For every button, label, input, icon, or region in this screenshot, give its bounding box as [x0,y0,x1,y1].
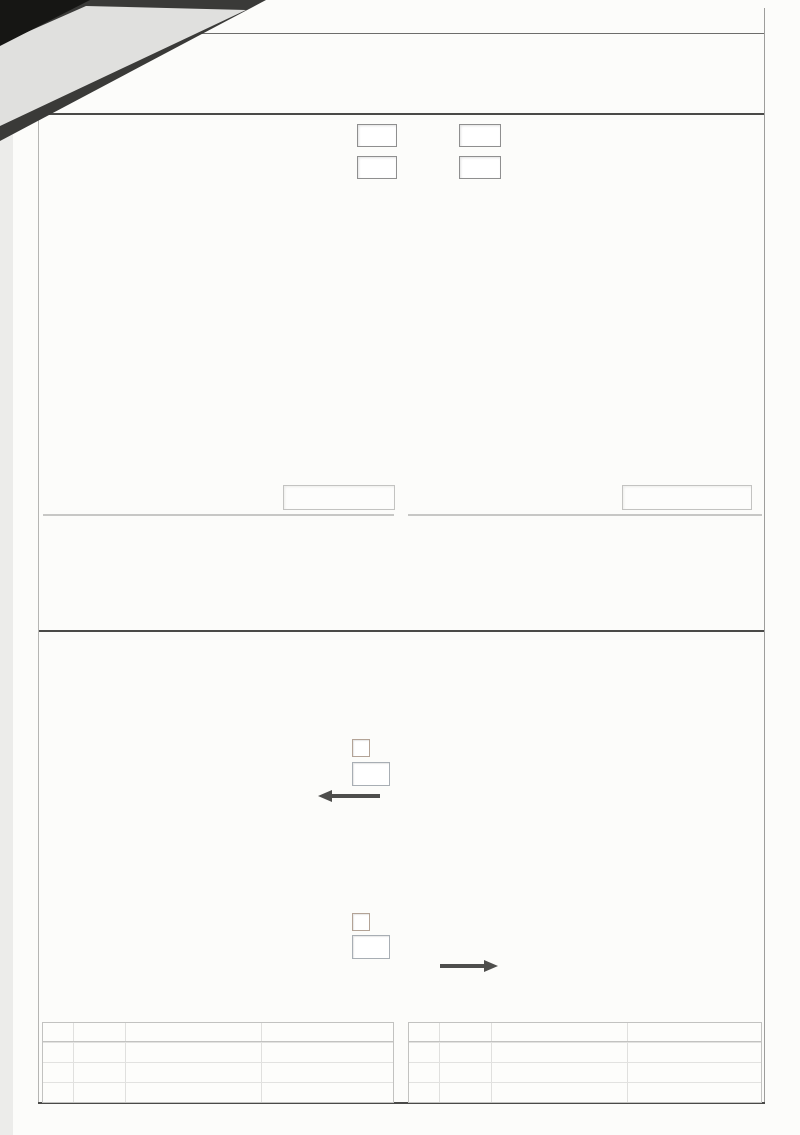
stoergeraeusch-field-right[interactable] [352,762,390,786]
table-row [43,1062,393,1082]
left-frame-line [38,33,39,1102]
table-row [409,1062,761,1082]
tone-audiogram-left-ear [413,168,759,493]
ll-woerter-value [125,1043,261,1062]
tone-section-rule [38,113,765,115]
max-verst-zahlen-header [261,1023,393,1041]
table-row [43,1042,393,1062]
max-verst-woerter-header [491,1023,627,1041]
speech-left-ylabel [513,767,529,937]
table-row [409,1042,761,1062]
tone-left-ylabel [404,282,420,362]
tone-audiogram-right-ear [53,168,399,493]
speech-section-rule [38,630,765,632]
left-arrow-icon [318,790,380,802]
hoerhilfe-checkbox-left[interactable] [352,913,370,931]
roeser-1980-right-field[interactable] [459,124,501,147]
table-row [409,1082,761,1102]
speech-audiogram-right-ear [58,660,358,1020]
hoerhilfe-checkbox-right[interactable] [352,739,370,757]
ll-woerter-value [491,1043,627,1062]
speech-values-table-right-ear [42,1022,394,1103]
tone-values-table-right-ear [43,514,394,516]
right-arrow-icon [440,960,498,972]
stoergeraeusch-field-left[interactable] [352,935,390,959]
hv-header [73,1023,125,1041]
hv-header [439,1023,491,1041]
roeser-1980-left-field[interactable] [357,124,397,147]
tone-values-table-left-ear [408,514,762,516]
tinnitus-input-right[interactable] [283,485,395,510]
tone-right-ylabel [44,290,60,370]
speech-right-ylabel [68,767,84,937]
table-row [43,1082,393,1102]
speech-values-table-left-ear [408,1022,762,1103]
max-verst-woerter-header [125,1023,261,1041]
max-verst-zahlen-header [627,1023,761,1041]
tinnitus-input-left[interactable] [622,485,752,510]
speech-audiogram-left-ear [503,660,800,1020]
